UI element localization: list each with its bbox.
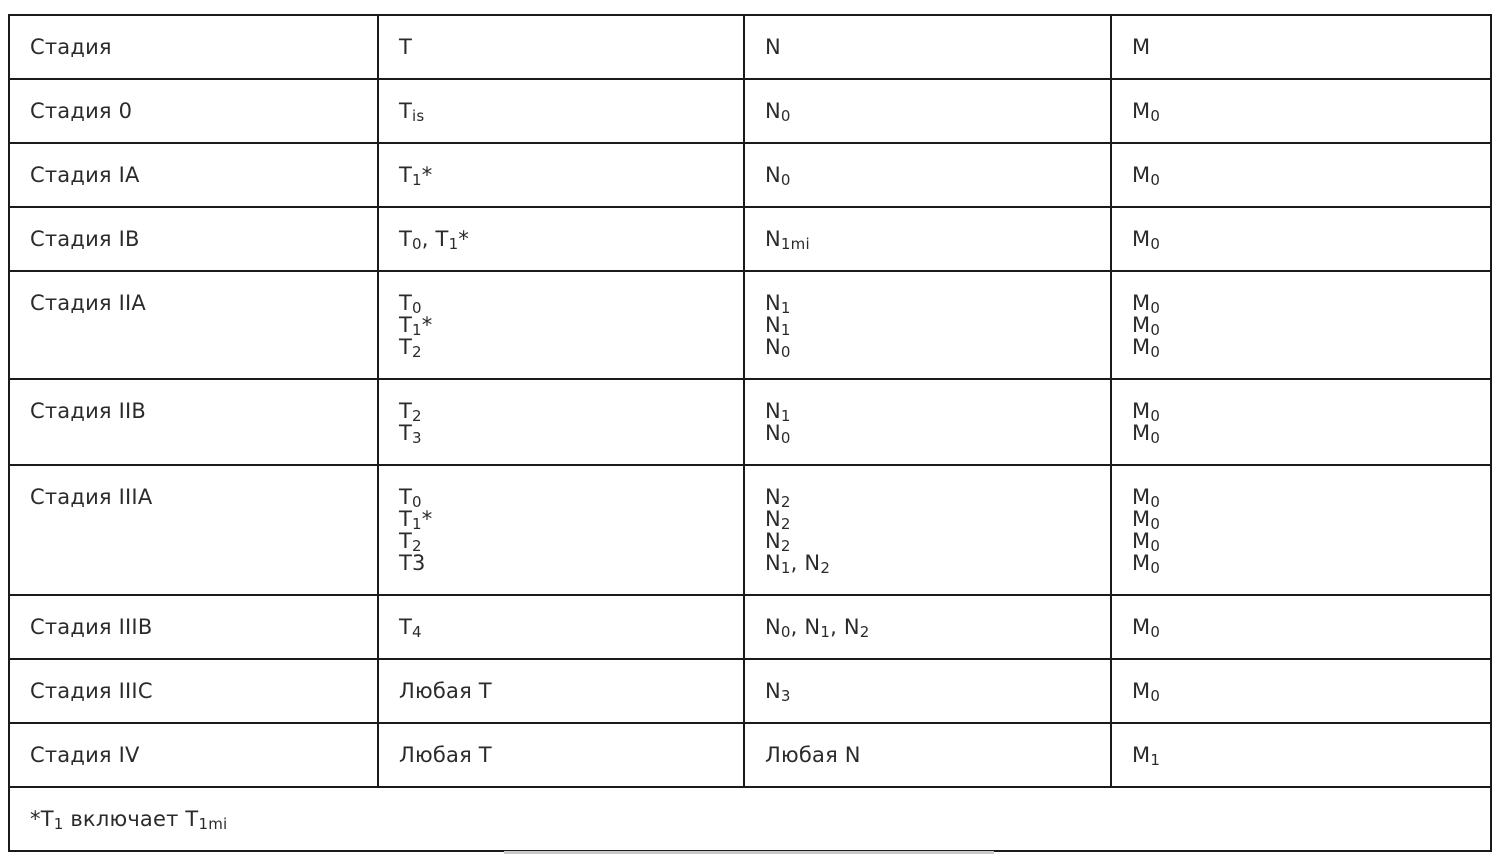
t-cell-line: $T_1*$ <box>399 163 433 189</box>
header-row <box>9 15 1491 79</box>
m-cell-line: $M_0$ <box>1132 291 1161 317</box>
m-cell-line: $M_0$ <box>1132 615 1161 641</box>
header-stage: Стадия <box>9 15 378 79</box>
stage-cell: Стадия IIIA <box>9 465 378 595</box>
subscript: 0 <box>1150 321 1161 339</box>
stage-cell: Стадия IIIB <box>9 595 378 659</box>
m-cell-line: $M_0$ <box>1132 507 1161 533</box>
subscript: 1 <box>780 407 791 425</box>
subscript: 1 <box>780 321 791 339</box>
m-cell-line: $M_1$ <box>1132 743 1161 769</box>
subscript: 3 <box>780 687 791 705</box>
n-cell-line: $N_2$ <box>765 529 791 555</box>
subscript: 0 <box>780 623 791 641</box>
subscript: 2 <box>859 623 870 641</box>
subscript: 1 <box>780 559 791 577</box>
n-cell <box>744 465 1111 595</box>
stage-cell: Стадия IIIC <box>9 659 378 723</box>
n-cell <box>744 271 1111 379</box>
subscript: 1 <box>412 321 422 339</box>
table-row <box>9 207 1491 271</box>
subscript: 1 <box>820 623 831 641</box>
m-cell-line: $M_0$ <box>1132 163 1161 189</box>
footnote-row <box>9 787 1491 851</box>
n-cell-line: $N_3$ <box>765 679 791 705</box>
subscript: 1mi <box>780 235 810 253</box>
m-cell-line: $M_0$ <box>1132 399 1161 425</box>
t-cell-line: $T_4$ <box>399 615 422 641</box>
subscript: 0 <box>1150 537 1161 555</box>
stage-cell: Стадия IA <box>9 143 378 207</box>
table-row <box>9 723 1491 787</box>
subscript: 1 <box>780 299 791 317</box>
subscript: 1 <box>1150 751 1161 769</box>
stage-cell: Стадия IV <box>9 723 378 787</box>
n-cell-line: $N_1$ <box>765 291 791 317</box>
subscript: 0 <box>1150 429 1161 447</box>
subscript: 2 <box>780 515 791 533</box>
stage-cell: Стадия IIB <box>9 379 378 465</box>
t-cell <box>378 595 744 659</box>
n-cell-line: Любая N <box>765 743 861 767</box>
subscript: 0 <box>780 343 791 361</box>
t-cell-line: $T_2$ <box>399 399 422 425</box>
m-cell-line: $M_0$ <box>1132 551 1161 577</box>
n-cell-line: $N_0$ <box>765 335 791 361</box>
subscript: 0 <box>780 171 791 189</box>
table-row <box>9 465 1491 595</box>
subscript: 0 <box>1150 687 1161 705</box>
subscript: 1 <box>448 235 459 253</box>
subscript: 0 <box>1150 171 1161 189</box>
subscript: 0 <box>1150 343 1161 361</box>
subscript: 0 <box>1150 515 1161 533</box>
subscript: 2 <box>780 537 791 555</box>
n-cell <box>744 207 1111 271</box>
m-cell <box>1111 595 1491 659</box>
t-cell-line: $T_0$ <box>399 485 422 511</box>
table-row <box>9 379 1491 465</box>
m-cell <box>1111 79 1491 143</box>
m-cell <box>1111 207 1491 271</box>
header-n: N <box>744 15 1111 79</box>
m-cell <box>1111 143 1491 207</box>
m-cell-line: $M_0$ <box>1132 421 1161 447</box>
m-cell-line: $M_0$ <box>1132 99 1161 125</box>
footnote-line: $*T_1$ включает $T_{1mi}$ <box>30 807 228 833</box>
subscript: 0 <box>412 493 422 511</box>
subscript: 1 <box>412 515 422 533</box>
n-cell-line: $N_1$ <box>765 399 791 425</box>
t-cell <box>378 143 744 207</box>
t-cell <box>378 659 744 723</box>
n-cell-line: $N_0$ <box>765 421 791 447</box>
t-cell-line: $T_0$ <box>399 291 422 317</box>
t-cell-line: $T_1*$ <box>399 313 433 339</box>
t-cell <box>378 271 744 379</box>
t-cell <box>378 207 744 271</box>
table-body <box>9 15 1491 851</box>
m-cell <box>1111 379 1491 465</box>
table-row <box>9 595 1491 659</box>
subscript: 0 <box>412 235 422 253</box>
header-m: M <box>1111 15 1491 79</box>
m-cell <box>1111 271 1491 379</box>
subscript: is <box>412 107 425 125</box>
t-cell <box>378 79 744 143</box>
t-cell-line: $T_0$, $T_1*$ <box>399 227 470 253</box>
subscript: 0 <box>1150 559 1161 577</box>
n-cell-line: $N_0$ <box>765 163 791 189</box>
n-cell <box>744 379 1111 465</box>
footnote <box>9 787 1491 851</box>
m-cell <box>1111 465 1491 595</box>
table-row <box>9 79 1491 143</box>
n-cell-line: $N_0$, $N_1$, $N_2$ <box>765 615 870 641</box>
n-cell <box>744 143 1111 207</box>
n-cell-line: $N_2$ <box>765 485 791 511</box>
t-cell-line: T3 <box>399 551 426 575</box>
t-cell-line: $T_3$ <box>399 421 422 447</box>
t-cell-line: $T_{is}$ <box>399 99 425 125</box>
n-cell-line: $N_1$ <box>765 313 791 339</box>
n-cell <box>744 723 1111 787</box>
m-cell <box>1111 659 1491 723</box>
subscript: 2 <box>412 407 422 425</box>
t-cell <box>378 723 744 787</box>
subscript: 0 <box>1150 623 1161 641</box>
n-cell-line: $N_{1mi}$ <box>765 227 810 253</box>
m-cell-line: $M_0$ <box>1132 313 1161 339</box>
subscript: 0 <box>1150 299 1161 317</box>
subscript: 0 <box>1150 235 1161 253</box>
m-cell-line: $M_0$ <box>1132 679 1161 705</box>
subscript: 0 <box>1150 493 1161 511</box>
t-cell-line: Любая T <box>399 679 492 703</box>
n-cell <box>744 595 1111 659</box>
m-cell-line: $M_0$ <box>1132 529 1161 555</box>
subscript: 1 <box>412 171 422 189</box>
subscript: 2 <box>412 343 422 361</box>
t-cell-line: $T_2$ <box>399 335 422 361</box>
stage-cell: Стадия IB <box>9 207 378 271</box>
n-cell <box>744 659 1111 723</box>
subscript: 0 <box>412 299 422 317</box>
subscript: 4 <box>412 623 422 641</box>
t-cell-line: $T_1*$ <box>399 507 433 533</box>
m-cell-line: $M_0$ <box>1132 485 1161 511</box>
subscript: 0 <box>1150 407 1161 425</box>
n-cell <box>744 79 1111 143</box>
table-row <box>9 143 1491 207</box>
subscript: 2 <box>820 559 831 577</box>
t-cell-line: Любая T <box>399 743 492 767</box>
subscript: 3 <box>412 429 422 447</box>
t-cell <box>378 465 744 595</box>
subscript: 2 <box>780 493 791 511</box>
stage-cell: Стадия 0 <box>9 79 378 143</box>
m-cell <box>1111 723 1491 787</box>
subscript: 0 <box>780 429 791 447</box>
staging-table <box>8 14 1492 852</box>
subscript: 1 <box>53 815 64 833</box>
stage-cell: Стадия IIA <box>9 271 378 379</box>
n-cell-line: $N_2$ <box>765 507 791 533</box>
subscript: 2 <box>412 537 422 555</box>
subscript: 1mi <box>198 815 228 833</box>
subscript: 0 <box>1150 107 1161 125</box>
n-cell-line: $N_1$, $N_2$ <box>765 551 831 577</box>
header-t: T <box>378 15 744 79</box>
table-row <box>9 271 1491 379</box>
t-cell <box>378 379 744 465</box>
table-row <box>9 659 1491 723</box>
subscript: 0 <box>780 107 791 125</box>
n-cell-line: $N_0$ <box>765 99 791 125</box>
t-cell-line: $T_2$ <box>399 529 422 555</box>
horizontal-scrollbar[interactable] <box>504 851 994 854</box>
m-cell-line: $M_0$ <box>1132 227 1161 253</box>
m-cell-line: $M_0$ <box>1132 335 1161 361</box>
